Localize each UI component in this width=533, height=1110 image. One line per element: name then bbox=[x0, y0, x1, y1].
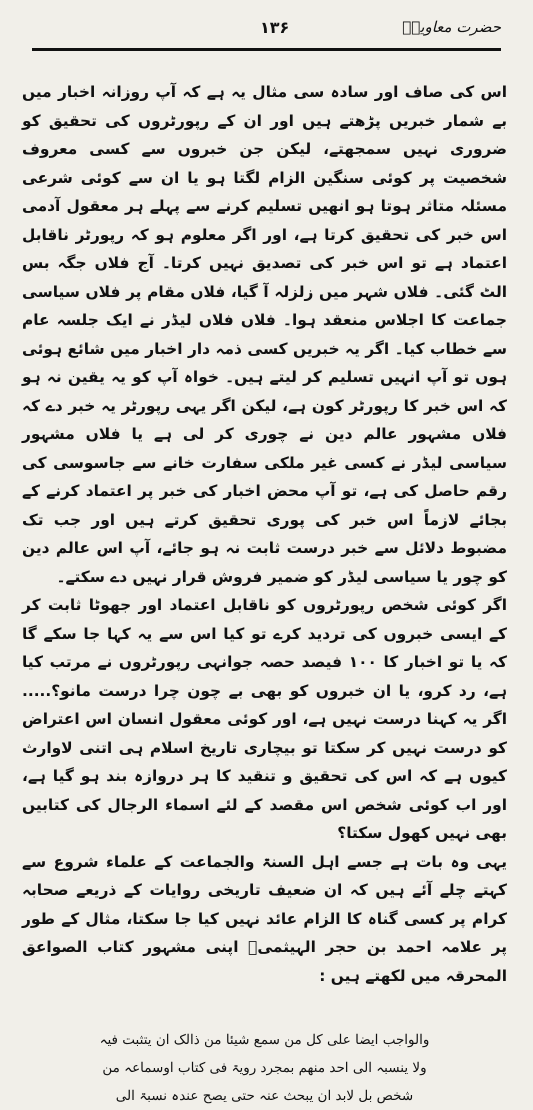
quote-line-3: شخص بل لابد ان یبحث عنہ حتی یصح عندہ نسبۃ الی bbox=[115, 1088, 414, 1104]
body-text bbox=[22, 78, 507, 990]
paragraph-3: یہی وہ بات ہے جسے اہل السنۃ والجماعت کے علماء شروع سے کہتے چلے آئے ہیں کہ ان ضعیف تاریخی روایات کے ذریعے صحابہ کرام پر کسی گناہ کا الزام عائد نہیں کیا جا سکتا، مثال کے طور پر علامہ احمد بن حجر الہیثمیؒ اپنی مشہور کتاب الصواعق المحرقہ میں لکھتے ہیں : bbox=[22, 852, 507, 985]
page-number: ۱۳۶ bbox=[260, 18, 290, 37]
running-title: حضرت معاویہؓ bbox=[402, 18, 501, 36]
header-rule bbox=[32, 48, 501, 51]
paragraph-1: اس کی صاف اور سادہ سی مثال یہ ہے کہ آپ روزانہ اخبار میں بے شمار خبریں پڑھتے ہیں اور ان کے رپورٹروں کی تحقیق کو ضروری نہیں سمجھتے، لیکن جن خبروں سے کسی معروف شخصیت پر کوئی سنگین الزام لگتا ہو یا ان سے کوئی شرعی مسئلہ متاثر ہوتا ہو انھیں تسلیم کرنے سے پہلے ہر معقول آدمی اس خبر کی تحقیق کرتا ہے، اور اگر معلوم ہو کہ رپورٹر ناقابل اعتماد ہے تو اس خبر کی تصدیق نہیں کرتا۔ آج فلاں جگہ بس الٹ گئی۔ فلاں شہر میں زلزلہ آ گیا، فلاں مقام پر فلاں سیاسی جماعت کا اجلاس منعقد ہوا۔ فلاں فلاں لیڈر نے ایک جلسہ عام سے خطاب کیا۔ اگر یہ خبریں کسی ذمہ دار اخبار میں شائع ہوئی ہوں تو آپ انہیں تسلیم کر لیتے ہیں۔ خواہ آپ کو یہ یقین نہ ہو کہ اس خبر کا رپورٹر کون ہے، لیکن اگر یہی رپورٹر یہ خبر دے کہ فلاں مشہور عالم دین نے چوری کر لی ہے یا فلاں مشہور سیاسی لیڈر نے کسی غیر ملکی سفارت خانے سے جاسوسی کی رقم حاصل کی ہے، تو آپ محض اخبار کی خبر پر اعتماد کرنے کے بجائے لازماً اس خبر کی پوری تحقیق کرتے ہیں اور جب تک مضبوط دلائل سے خبر درست ثابت نہ ہو جائے، آپ اس عالم دین کو چور یا سیاسی لیڈر کو ضمیر فروش قرار نہیں دے سکتے۔ bbox=[22, 83, 507, 586]
paragraph-2: اگر کوئی شخص رپورٹروں کو ناقابل اعتماد اور جھوٹا ثابت کر کے ایسی خبروں کی تردید کرے تو کیا اس سے یہ کہا جا سکے گا کہ یا تو اخبار کا ۱۰۰ فیصد حصہ جوانہی رپورٹروں نے مرتب کیا ہے، رد کرو، یا ان خبروں کو بھی بے چون چرا درست مانو؟..... اگر یہ کہنا درست نہیں ہے، اور کوئی معقول انسان اس اعتراض کو درست نہیں کر سکتا تو بیچاری تاریخ اسلام ہی اتنی لاوارث کیوں ہے کہ اس کی تحقیق و تنقید کا ہر دروازہ بند ہو گیا ہے، اور اب کوئی شخص اس مقصد کے لئے اسماء الرجال کی کتابیں بھی نہیں کھول سکتا؟ bbox=[22, 596, 507, 842]
page-header bbox=[22, 10, 507, 50]
quote-line-1: والواجب ایضا علی کل من سمع شیئا من ذالک ان یتثبت فیہ bbox=[99, 1032, 430, 1048]
arabic-quotation bbox=[22, 1026, 507, 1110]
quote-line-2: ولا ینسبہ الی احد منھم بمجرد رویۃ فی کتاب اوسماعہ من bbox=[102, 1060, 427, 1076]
